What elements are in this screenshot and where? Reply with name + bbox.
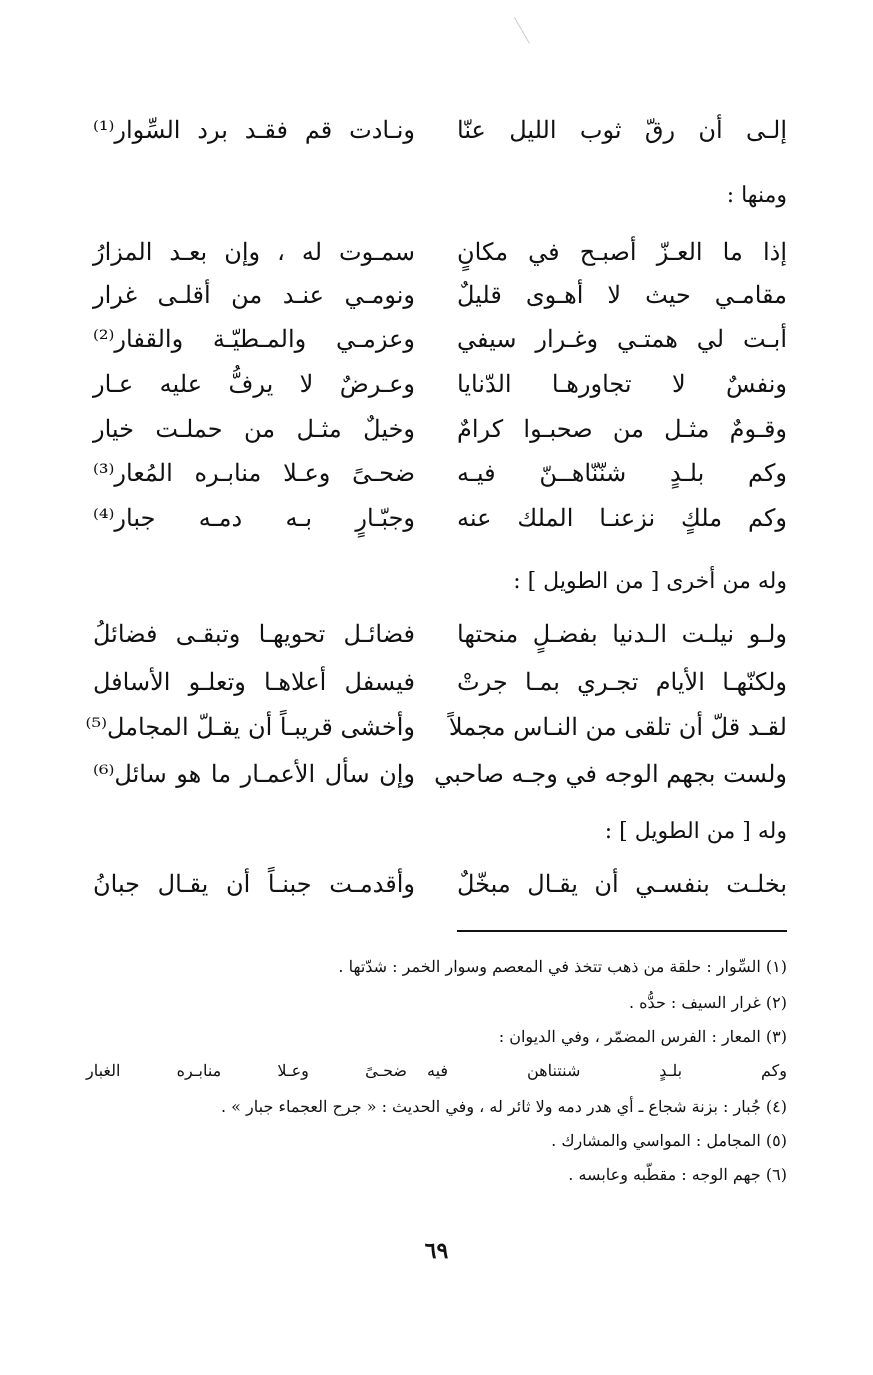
footnote-verse-first: وكم بلـدٍ شنتناهن فيه (427, 1061, 787, 1080)
verse-second-hemistich: وعزمـي والمـطيّـة والقفار⁽²⁾ (93, 325, 415, 353)
verse-first-hemistich: وكم بلـدٍ شنّنّاهــنّ فيـه (457, 459, 787, 487)
verse-first-hemistich: وقـومٌ مثـل من صحبـوا كرامٌ (457, 415, 787, 443)
verse-first-hemistich: إلـى أن رقّ ثوب الليل عنّا (457, 116, 787, 144)
verse-first-hemistich: وكم ملكٍ نزعنـا الملك عنه (457, 504, 787, 532)
verse-second-hemistich: ونـادت قم فقـد برد السِّوار⁽¹⁾ (93, 116, 415, 144)
verse-second-hemistich: وجبّـارٍ بـه دمـه جبار⁽⁴⁾ (93, 504, 415, 532)
footnote-1: (١) السِّوار : حلقة من ذهب تتخذ في المعصم وسوار الخمر : شدّتها . (338, 957, 787, 976)
verse-line (60, 407, 787, 451)
verse-first-hemistich: إذا ما العـزّ أصبـح في مكانٍ (457, 238, 787, 266)
verse-first-hemistich: مقامـي حيث لا أهـوى قليلٌ (457, 281, 787, 309)
footnote-3: (٣) المعار : الفرس المضمّر ، وفي الديوان : (498, 1027, 787, 1046)
verse-first-hemistich: بخلـت بنفسـي أن يقـال مبخّلٌ (457, 870, 787, 898)
verse-line (60, 496, 787, 540)
intro-text-2: وله من أخرى [ من الطويل ] : (513, 569, 787, 594)
verse-second-hemistich: ونومـي عنـد من أقلـى غرار (93, 281, 415, 309)
footnote-2: (٢) غرار السيف : حدُّه . (628, 993, 787, 1012)
verse-first-hemistich: ولست بجهم الوجه في وجـه صاحبي (434, 760, 787, 788)
verse-line (60, 752, 787, 796)
verse-first-hemistich: أبـت لي همتـي وغـرار سيفي (457, 325, 787, 353)
intro-text-3: وله [ من الطويل ] : (604, 819, 787, 844)
verse-line (60, 230, 787, 274)
verse-line (60, 612, 787, 656)
footnote-separator (457, 930, 787, 932)
verse-line (60, 108, 787, 152)
verse-first-hemistich: ونفسٌ لا تجاورهـا الدّنايا (457, 370, 787, 398)
page-number: ٦٩ (424, 1238, 449, 1264)
verse-second-hemistich: فيسفل أعلاهـا وتعلـو الأسافل (93, 668, 415, 696)
verse-line (60, 862, 787, 906)
verse-line (60, 317, 787, 361)
scan-mark (514, 6, 549, 43)
verse-second-hemistich: فضائـل تحويهـا وتبقـى فضائلُ (93, 620, 415, 648)
verse-second-hemistich: وأقدمـت جبنـاً أن يقـال جبانُ (93, 870, 415, 898)
verse-second-hemistich: وخيلٌ مثـل من حملـت خيار (93, 415, 415, 443)
verse-line (60, 273, 787, 317)
verse-line (60, 362, 787, 406)
footnote-6: (٦) جهم الوجه : مقطّبه وعابسه . (568, 1165, 787, 1184)
footnote-verse-second: ضحـىً وعـلا منابـره الغبار (86, 1061, 407, 1080)
verse-line (60, 705, 787, 749)
verse-line (60, 451, 787, 495)
intro-text-1: ومنها : (726, 183, 787, 208)
verse-line (60, 660, 787, 704)
verse-second-hemistich: سمـوت له ، وإن بعـد المزارُ (93, 238, 415, 266)
verse-second-hemistich: ضحـىً وعـلا منابـره المُعار⁽³⁾ (93, 459, 415, 487)
verse-first-hemistich: لقـد قلّ أن تلقى من النـاس مجملاً (448, 713, 787, 741)
verse-first-hemistich: ولكنّهـا الأيام تجـري بمـا جرتْ (457, 668, 787, 696)
verse-second-hemistich: وإن سأل الأعمـار ما هو سائل⁽⁶⁾ (93, 760, 415, 788)
footnote-4: (٤) جُبار : بزنة شجاع ـ أي هدر دمه ولا ثائر له ، وفي الحديث : « جرح العجماء جبار » . (221, 1097, 787, 1116)
verse-second-hemistich: وعـرضٌ لا يرفُّ عليه عـار (93, 370, 415, 398)
verse-first-hemistich: ولـو نيلـت الـدنيا بفضـلٍ منحتها (457, 620, 787, 648)
verse-second-hemistich: وأخشى قريبـاً أن يقـلّ المجامل⁽⁵⁾ (85, 713, 415, 741)
footnote-5: (٥) المجامل : المواسي والمشارك . (551, 1131, 787, 1150)
